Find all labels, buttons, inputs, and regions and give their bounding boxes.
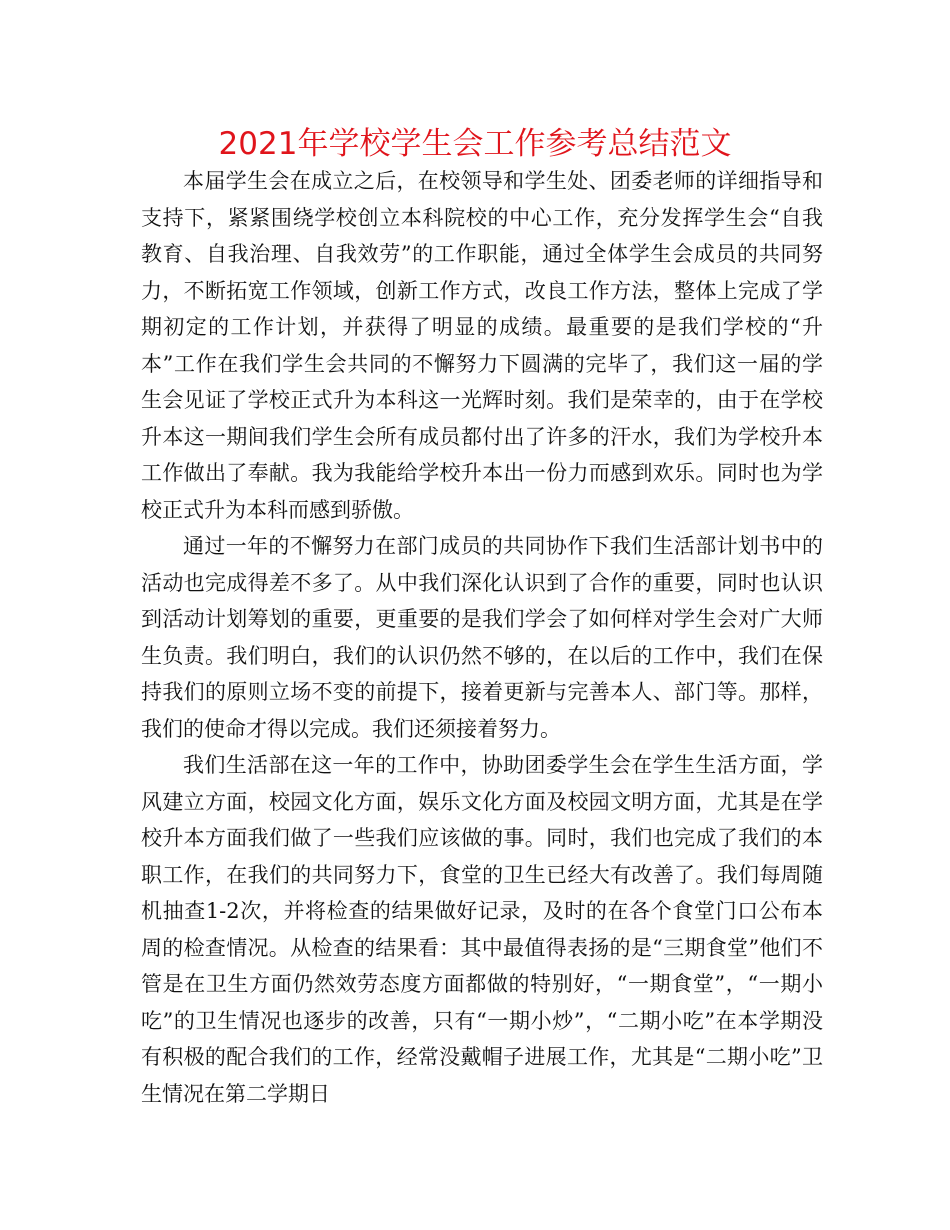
document-body xyxy=(141,163,823,1112)
paragraph: 通过一年的不懈努力在部门成员的共同协作下我们生活部计划书中的活动也完成得差不多了。从中我们深化认识到了合作的重要，同时也认识到活动计划筹划的重要，更重要的是我们学会了如何样对学生会对广大师生负责。我们明白，我们的认识仍然不够的，在以后的工作中，我们在保持我们的原则立场不变的前提下，接着更新与完善本人、部门等。那样，我们的使命才得以完成。我们还须接着努力。 xyxy=(141,534,823,741)
paragraph: 本届学生会在成立之后，在校领导和学生处、团委老师的详细指导和支持下，紧紧围绕学校创立本科院校的中心工作，充分发挥学生会“自我教育、自我治理、自我效劳”的工作职能，通过全体学生会成员的共同努力，不断拓宽工作领域，创新工作方式，改良工作方法，整体上完成了学期初定的工作计划，并获得了明显的成绩。最重要的是我们学校的“升本”工作在我们学生会共同的不懈努力下圆满的完毕了，我们这一届的学生会见证了学校正式升为本科这一光辉时刻。我们是荣幸的，由于在学校升本这一期间我们学生会所有成员都付出了许多的汗水，我们为学校升本工作做出了奉献。我为我能给学校升本出一份力而感到欢乐。同时也为学校正式升为本科而感到骄傲。 xyxy=(141,169,823,522)
document-title: 2021年学校学生会工作参考总结范文 xyxy=(218,126,732,162)
paragraph: 我们生活部在这一年的工作中，协助团委学生会在学生生活方面，学风建立方面，校园文化方面，娱乐文化方面及校园文明方面，尤其是在学校升本方面我们做了一些我们应该做的事。同时，我们也完成了我们的本职工作，在我们的共同努力下，食堂的卫生已经大有改善了。我们每周随机抽查1-2次，并将检查的结果做好记录，及时的在各个食堂门口公布本周的检查情况。从检查的结果看：其中最值得表扬的是“三期食堂”他们不管是在卫生方面仍然效劳态度方面都做的特别好，“一期食堂”，“一期小吃”的卫生情况也逐步的改善，只有“一期小炒”，“二期小吃”在本学期没有积极的配合我们的工作，经常没戴帽子进展工作，尤其是“二期小吃”卫生情况在第二学期日 xyxy=(141,753,823,1106)
